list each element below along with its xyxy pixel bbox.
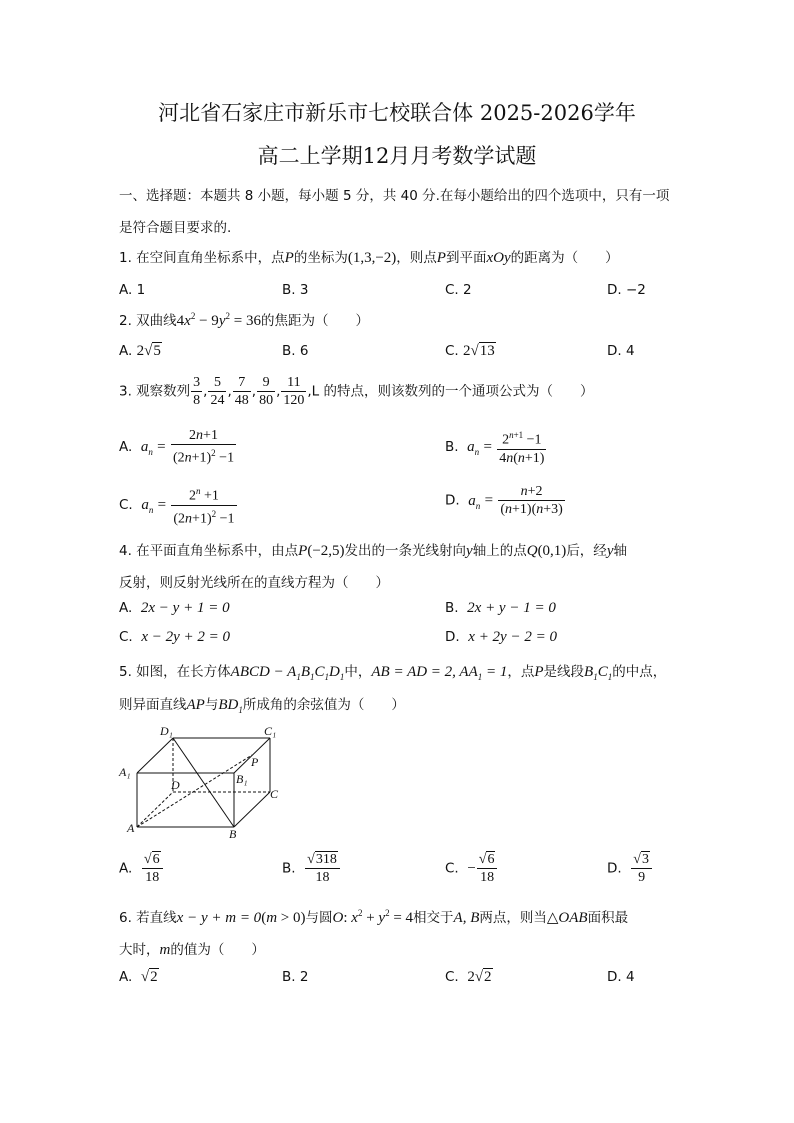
q3-option-b: B. $a_n$ = $\frac{2^{n+1} -1}{4n(n+1)}$ <box>445 427 547 467</box>
q5-option-a: A. $\frac{√6}{18}$ <box>119 851 164 886</box>
label-D: D <box>171 778 180 792</box>
question-3: 3. 观察数列 $\frac{3}{8}$ , $\frac{5}{24}$ , $\frac{7}{48}$ , $\frac{9}{80}$ , $\frac{11}{120}$ ,L 的特点，则该数列的一个通项公式为（ ） <box>119 375 594 408</box>
label-A1: A₁ <box>119 765 131 779</box>
question-6-cont: 大时，m的值为（ ） <box>119 942 265 958</box>
label-C: C <box>270 787 279 801</box>
label-C1: C₁ <box>264 724 277 738</box>
q5-option-b: B. $\frac{√318}{18}$ <box>282 851 341 886</box>
q4-option-c: C. x − 2y + 2 = 0 <box>119 629 230 645</box>
q6-option-d: D. 4 <box>607 969 635 985</box>
label-A: A <box>127 821 135 835</box>
question-5-cont: 则异面直线AP与$BD_1$所成角的余弦值为（ ） <box>119 697 405 715</box>
exam-title-line1: 河北省石家庄市新乐市七校联合体 2025-2026学年 <box>158 101 636 125</box>
q4-option-d: D. x + 2y − 2 = 0 <box>445 629 557 645</box>
line-A-P <box>137 755 252 827</box>
question-1: 1. 在空间直角坐标系中，点P的坐标为(1,3,−2)，则点P到平面xOy的距离为（ ） <box>119 250 619 266</box>
edge-B-C <box>234 792 270 827</box>
q1-option-a: A. 1 <box>119 282 146 298</box>
q1-option-b: B. 3 <box>282 282 309 298</box>
label-B: B <box>229 827 237 841</box>
q4-option-b: B. 2x + y − 1 = 0 <box>445 600 556 616</box>
question-4-cont: 反射，则反射光线所在的直线方程为（ ） <box>119 575 389 591</box>
q5-option-c: C. − $\frac{√6}{18}$ <box>445 851 498 886</box>
q2-option-d: D. 4 <box>607 343 635 359</box>
exam-title-line2: 高二上学期12月月考数学试题 <box>257 144 537 168</box>
q3-option-a: A. $a_n$ = $\frac{2n+1}{(2n+1)^2 -1}$ <box>119 428 235 466</box>
q6-option-b: B. 2 <box>282 969 309 985</box>
q2-option-c: C. 2√13 <box>445 343 495 359</box>
edge-A1-D1 <box>137 738 173 773</box>
q1-option-c: C. 2 <box>445 282 472 298</box>
question-5: 5. 如图，在长方体ABCD − $A_1B_1C_1D_1$中，AB = AD = 2, $AA_1 = 1$，点P是线段$B_1C_1$的中点， <box>119 664 667 682</box>
q2-option-b: B. 6 <box>282 343 309 359</box>
cuboid-figure <box>115 722 295 844</box>
line-B-D1 <box>173 738 234 827</box>
q4-option-a: A. 2x − y + 1 = 0 <box>119 600 230 616</box>
question-6: 6. 若直线x − y + m = 0(m > 0)与圆O: $x^2 + y^2 = 4$相交于A, B两点，则当△OAB面积最 <box>119 908 629 926</box>
question-4: 4. 在平面直角坐标系中，由点P(−2,5)发出的一条光线射向y轴上的点Q(0,1)后，经y轴 <box>119 543 627 559</box>
q2-option-a: A. 2√5 <box>119 343 161 359</box>
q5-option-d: D. $\frac{√3}{9}$ <box>607 851 653 886</box>
label-P: P <box>251 755 259 769</box>
q6-option-c: C. 2√2 <box>445 969 492 985</box>
section-header-cont: 是符合题目要求的. <box>119 220 232 236</box>
question-2: 2. 双曲线$4x^2 - 9y^2 = 36$的焦距为（ ） <box>119 311 369 329</box>
label-B1: B₁ <box>236 772 248 786</box>
q3-option-c: C. $a_n$ = $\frac{2^n +1}{(2n+1)^2 -1}$ <box>119 483 238 527</box>
section-header: 一、选择题：本题共 8 小题，每小题 5 分，共 40 分.在每小题给出的四个选项中，只有一项 <box>119 188 670 204</box>
q6-option-a: A. √2 <box>119 969 158 985</box>
edge-A-D <box>137 792 173 827</box>
q3-option-d: D. $a_n$ = $\frac{n+2}{(n+1)(n+3)}$ <box>445 484 563 517</box>
q1-option-d: D. −2 <box>607 282 646 298</box>
label-D1: D₁ <box>160 724 173 738</box>
